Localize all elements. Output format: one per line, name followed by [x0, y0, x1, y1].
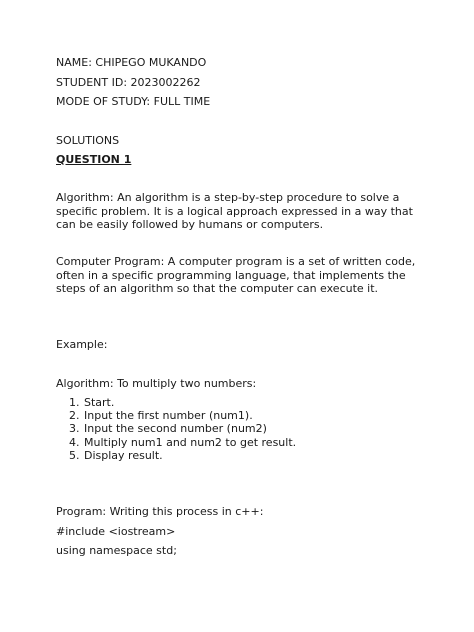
list-item: [56, 396, 296, 409]
list-item: [56, 422, 296, 435]
program-definition: Computer Program: A computer program is a set of written code, often in a specific programming language, that implements the steps of an algorithm so that the computer can execute it.: [56, 255, 416, 295]
student-name-line: NAME: CHIPEGO MUKANDO: [56, 56, 207, 69]
step-text: Multiply num1 and num2 to get result.: [84, 435, 297, 449]
student-id-line: STUDENT ID: 2023002262: [56, 76, 201, 89]
solutions-label: SOLUTIONS: [56, 134, 120, 147]
step-text: Input the first number (num1).: [84, 409, 253, 423]
step-number: 4.: [69, 435, 80, 449]
algorithm-title: Algorithm: To multiply two numbers:: [56, 377, 257, 390]
list-item: [56, 409, 296, 422]
code-line: #include <iostream>: [56, 525, 176, 538]
step-number: 2.: [69, 409, 80, 423]
algorithm-steps-list: [56, 396, 296, 462]
example-label: Example:: [56, 338, 108, 351]
step-text: Display result.: [84, 448, 163, 462]
step-text: Input the second number (num2): [84, 422, 267, 436]
mode-of-study-line: MODE OF STUDY: FULL TIME: [56, 95, 211, 108]
question-heading: QUESTION 1: [56, 153, 132, 166]
step-number: 3.: [69, 422, 80, 436]
program-intro: Program: Writing this process in c++:: [56, 505, 264, 518]
list-item: [56, 436, 296, 449]
algorithm-definition: Algorithm: An algorithm is a step-by-step procedure to solve a specific problem. It is a logical approach expressed in a way that can be easily followed by humans or computers.: [56, 191, 413, 231]
list-item: [56, 449, 296, 462]
step-number: 1.: [69, 396, 80, 409]
code-line: using namespace std;: [56, 544, 177, 557]
step-text: Start.: [84, 396, 115, 409]
step-number: 5.: [69, 448, 80, 462]
